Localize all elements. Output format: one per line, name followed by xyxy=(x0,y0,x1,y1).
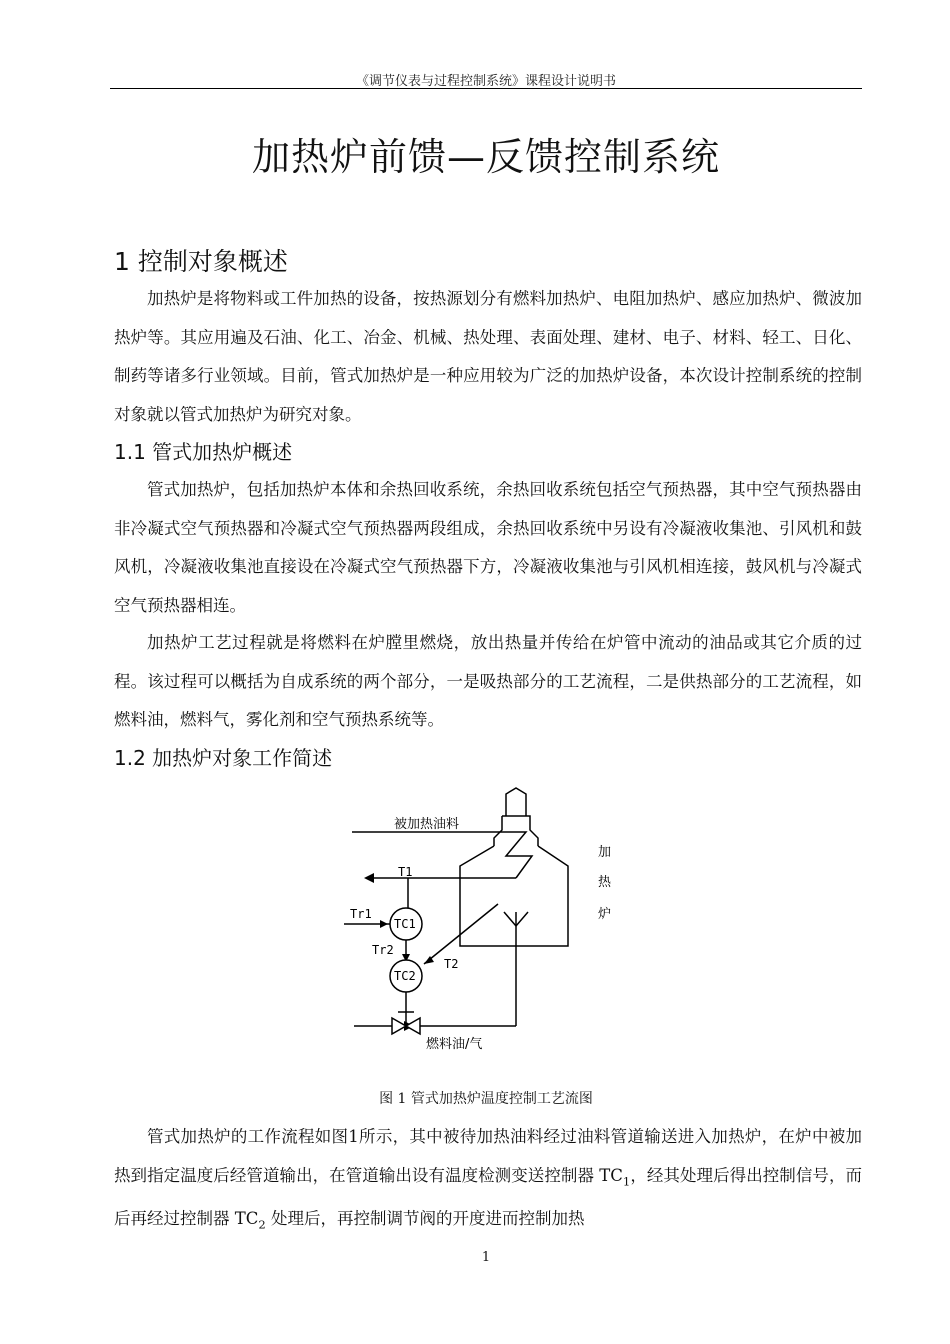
para-sub-1: 1 xyxy=(622,1173,631,1188)
stack-shape xyxy=(506,788,526,816)
running-header: 《调节仪表与过程控制系统》课程设计说明书 xyxy=(355,74,616,89)
header-rule xyxy=(110,88,862,89)
label-tc2: TC2 xyxy=(394,969,416,983)
section-1-2-heading: 1.2 加热炉对象工作简述 xyxy=(114,746,333,770)
label-tr1: Tr1 xyxy=(350,907,372,921)
furnace-body-shape xyxy=(460,846,568,946)
page-number: 1 xyxy=(481,1250,491,1265)
label-fuel: 燃料油/气 xyxy=(426,1037,483,1052)
label-oil-in: 被加热油料 xyxy=(394,817,460,832)
para-text-e: 处理后，再控制调节阀的开度进而控制加热 xyxy=(265,1209,585,1229)
section-1-paragraph: 加热炉是将物料或工件加热的设备，按热源划分有燃料加热炉、电阻加热炉、感应加热炉、微波加热炉等。其应用遍及石油、化工、冶金、机械、热处理、表面处理、建材、电子、材料、轻工、日化、制药等诸多行业领域。目前，管式加热炉是一种应用较为广泛的加热炉设备，本次设计控制系统的控制对象就以管式加热炉为研究对象。 xyxy=(114,289,862,424)
label-furnace-1: 加 xyxy=(598,845,612,860)
document-title: 加热炉前馈—反馈控制系统 xyxy=(251,135,720,179)
section-1-1-paragraph-1: 管式加热炉，包括加热炉本体和余热回收系统，余热回收系统包括空气预热器，其中空气预热器由非冷凝式空气预热器和冷凝式空气预热器两段组成，余热回收系统中另设有冷凝液收集池、引风机和鼓风机，冷凝液收集池直接设在冷凝式空气预热器下方，冷凝液收集池与引风机相连接，鼓风机与冷凝式空气预热器相连。 xyxy=(114,480,862,615)
furnace-process-diagram xyxy=(340,786,630,1076)
section-1-1-heading: 1.1 管式加热炉概述 xyxy=(114,440,293,464)
label-t2: T2 xyxy=(444,957,459,971)
para-text-c: ，经其处理后得出控制信号，而后再经过控制器 TC xyxy=(114,1165,863,1229)
control-valve-icon xyxy=(392,1012,420,1034)
label-furnace-3: 炉 xyxy=(598,907,612,922)
figure-caption: 图 1 管式加热炉温度控制工艺流图 xyxy=(379,1091,593,1107)
label-t1: T1 xyxy=(398,865,413,879)
para-text-a: 管式加热炉的工作流程如图1所示，其中被待加热油料经过油料管道输送进入加热炉，在炉中被加热到指定温度后经管道输出，在管道输出设有温度检测变送控制器 TC xyxy=(114,1127,862,1185)
section-1-2-paragraph xyxy=(114,1118,862,1244)
section-1-1-paragraph-2: 加热炉工艺过程就是将燃料在炉膛里燃烧，放出热量并传给在炉管中流动的油品或其它介质的过程。该过程可以概括为自成系统的两个部分，一是吸热部分的工艺流程，二是供热部分的工艺流程，如燃料油，燃料气，雾化剂和空气预热系统等。 xyxy=(114,633,862,729)
label-furnace-2: 热 xyxy=(598,875,612,890)
label-tc1: TC1 xyxy=(394,917,416,931)
section-1-heading: 1 控制对象概述 xyxy=(114,247,288,276)
para-sub-2: 2 xyxy=(258,1217,266,1232)
label-tr2: Tr2 xyxy=(372,943,394,957)
